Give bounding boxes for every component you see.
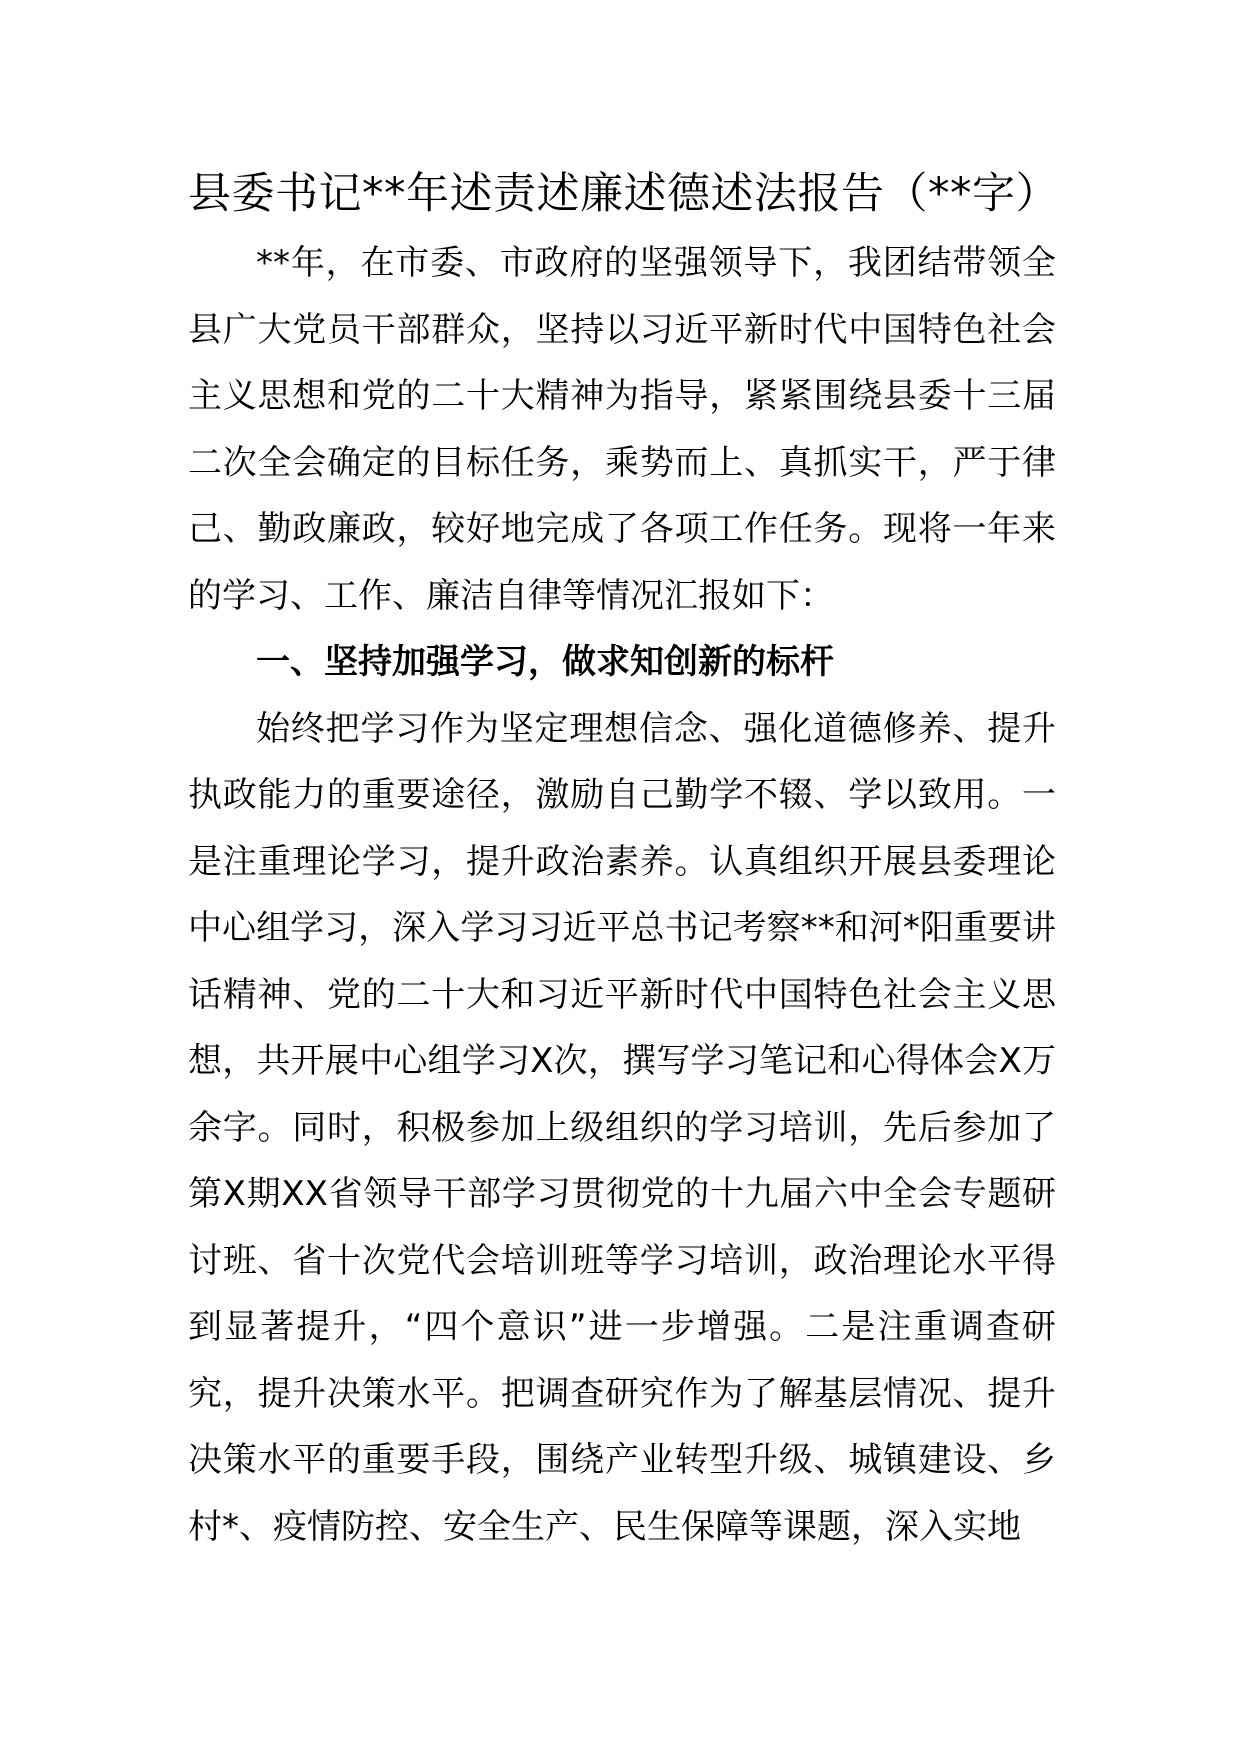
section-paragraph: 始终把学习作为坚定理想信念、强化道德修养、提升执政能力的重要途径，激励自己勤学不辍、学以致用。一是注重理论学习，提升政治素养。认真组织开展县委理论中心组学习，深入学习习近平总书记考察**和河*阳重要讲话精神、党的二十大和习近平新时代中国特色社会主义思想，共开展中心组学习X次，撰写学习笔记和心得体会X万余字。同时，积极参加上级组织的学习培训，先后参加了第X期XX省领导干部学习贯彻党的十九届六中全会专题研讨班、省十次党代会培训班等学习培训，政治理论水平得到显著提升，“四个意识”进一步增强。二是注重调查研究，提升决策水平。把调查研究作为了解基层情况、提升决策水平的重要手段，围绕产业转型升级、城镇建设、乡村*、疫情防控、安全生产、民生保障等课题，深入实地 <box>188 708 1056 1547</box>
document-body <box>188 165 1059 1560</box>
section-heading: 一、坚持加强学习，做求知创新的标杆 <box>256 642 834 682</box>
document-title: 县委书记**年述责述廉述德述法报告（**字） <box>188 169 1059 219</box>
intro-paragraph: **年，在市委、市政府的坚强领导下，我团结带领全县广大党员干部群众，坚持以习近平新时代中国特色社会主义思想和党的二十大精神为指导，紧紧围绕县委十三届二次全会确定的目标任务，乘势而上、真抓实干，严于律己、勤政廉政，较好地完成了各项工作任务。现将一年来的学习、工作、廉洁自律等情况汇报如下： <box>188 243 1056 616</box>
